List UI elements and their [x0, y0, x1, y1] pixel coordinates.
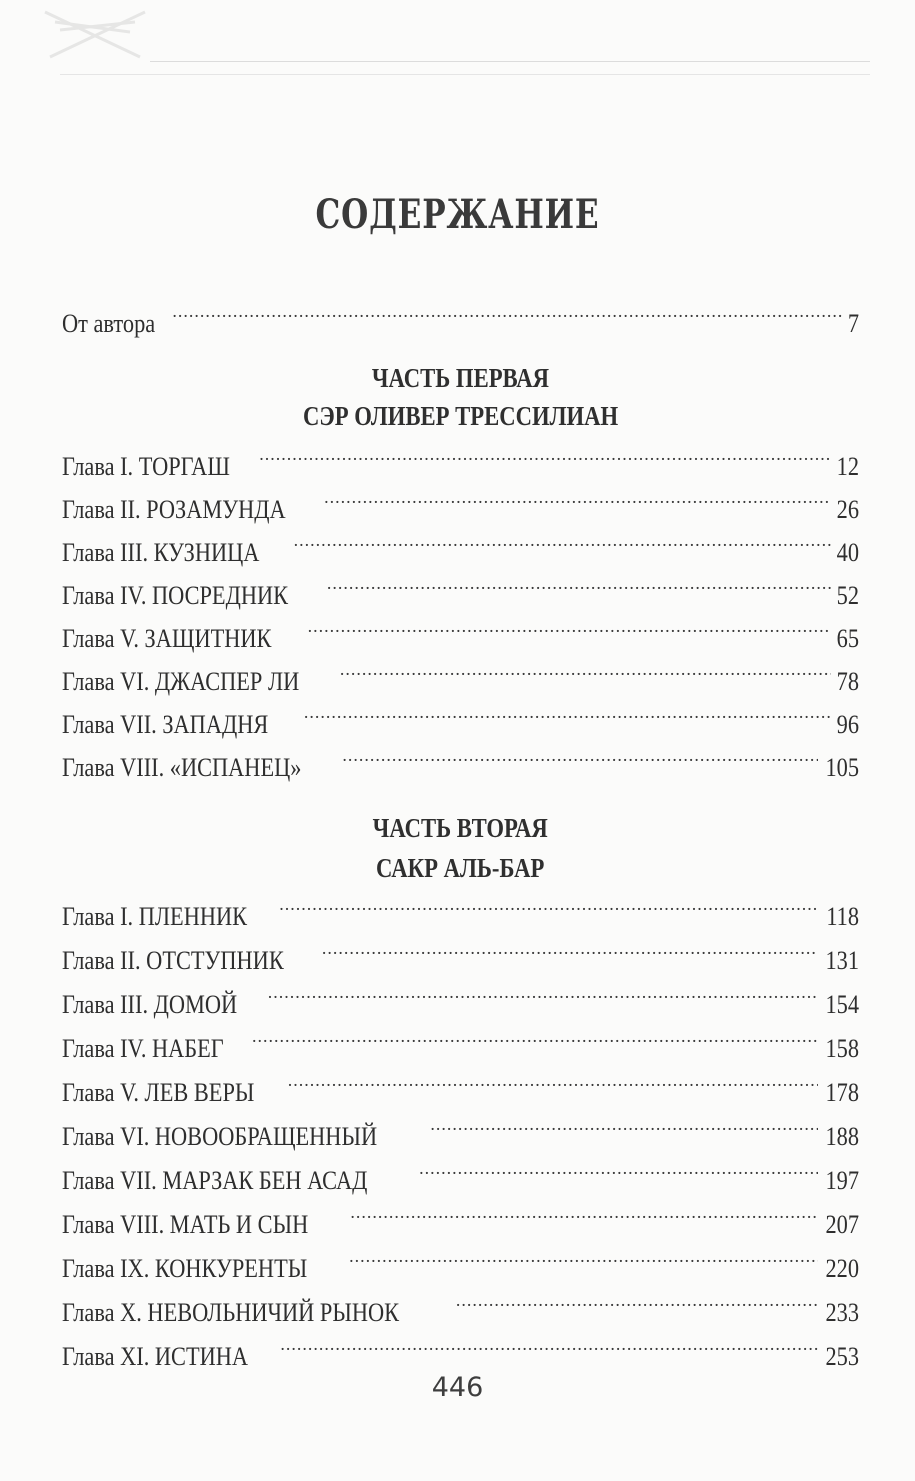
toc-entry-page: 52 — [836, 581, 859, 610]
toc-entry[interactable] — [62, 1203, 859, 1240]
toc-entry[interactable] — [62, 1071, 859, 1108]
toc-entry[interactable] — [62, 488, 859, 525]
toc-entry-page: 7 — [847, 309, 859, 338]
dot-leader — [430, 1115, 818, 1145]
toc-entry[interactable] — [62, 660, 859, 697]
toc-entry-page: 158 — [825, 1034, 859, 1063]
toc-entry[interactable] — [62, 1115, 859, 1152]
dot-leader — [340, 660, 831, 690]
toc-entry[interactable] — [62, 1247, 859, 1284]
toc-entry-label: Глава I. ПЛЕННИК — [62, 902, 248, 931]
toc-entry-label: Глава VI. НОВООБРАЩЕННЫЙ — [62, 1122, 378, 1151]
toc-entry[interactable] — [62, 1159, 859, 1196]
dot-leader — [322, 939, 818, 969]
toc-entry-page: 96 — [836, 710, 859, 739]
toc-entry-preface[interactable] — [62, 302, 859, 339]
toc-entry-page: 40 — [836, 538, 859, 567]
toc-entry-page: 26 — [836, 495, 859, 524]
toc-entry[interactable] — [62, 1027, 859, 1064]
toc-entry-page: 253 — [825, 1342, 859, 1371]
toc-entry-page: 78 — [836, 667, 859, 696]
header-rule-bleedthrough — [60, 74, 870, 75]
toc-entry[interactable] — [62, 445, 859, 482]
toc-entry-page: 233 — [825, 1298, 859, 1327]
part-subtitle: САКР АЛЬ-БАР — [376, 853, 545, 883]
toc-entry[interactable] — [62, 703, 859, 740]
toc-entry-label: Глава II. РОЗАМУНДА — [62, 495, 286, 524]
page-number: 446 — [431, 1372, 484, 1403]
toc-entry-page: 12 — [836, 452, 859, 481]
toc-entry-page: 178 — [825, 1078, 859, 1107]
part-heading: ЧАСТЬ ПЕРВАЯ — [371, 363, 550, 393]
dot-leader — [172, 302, 844, 332]
toc-entry-label: Глава III. КУЗНИЦА — [62, 538, 260, 567]
toc-entry-page: 118 — [826, 902, 859, 931]
toc-entry[interactable] — [62, 1335, 859, 1372]
dot-leader — [252, 1027, 818, 1057]
toc-entry-label: Глава VIII. «ИСПАНЕЦ» — [62, 753, 302, 782]
toc-entry[interactable] — [62, 983, 859, 1020]
dot-leader — [288, 1071, 818, 1101]
toc-entry-page: 207 — [825, 1210, 859, 1239]
dot-leader — [280, 1335, 818, 1365]
toc-entry-label: Глава VII. ЗАПАДНЯ — [62, 710, 269, 739]
dot-leader — [324, 488, 831, 518]
toc-entry-label: От автора — [62, 309, 156, 338]
dot-leader — [259, 445, 831, 475]
toc-entry-label: Глава IX. КОНКУРЕНТЫ — [62, 1254, 308, 1283]
toc-entry-label: Глава XI. ИСТИНА — [62, 1342, 249, 1371]
toc-entry-label: Глава X. НЕВОЛЬНИЧИЙ РЫНОК — [62, 1298, 400, 1327]
dot-leader — [308, 617, 831, 647]
dot-leader — [342, 746, 818, 776]
toc-entry-label: Глава III. ДОМОЙ — [62, 990, 238, 1019]
dot-leader — [268, 983, 818, 1013]
toc-entry[interactable] — [62, 746, 859, 783]
crossed-swords-ornament-icon — [40, 2, 150, 72]
part-subtitle: СЭР ОЛИВЕР ТРЕССИЛИАН — [302, 401, 619, 431]
toc-entry-label: Глава IV. НАБЕГ — [62, 1034, 224, 1063]
toc-entry[interactable] — [62, 1291, 859, 1328]
dot-leader — [304, 703, 831, 733]
toc-entry-page: 197 — [825, 1166, 859, 1195]
toc-entry[interactable] — [62, 895, 859, 932]
dot-leader — [279, 895, 819, 925]
toc-entry-label: Глава V. ЗАЩИТНИК — [62, 624, 272, 653]
toc-entry-page: 220 — [825, 1254, 859, 1283]
toc-entry[interactable] — [62, 617, 859, 654]
dot-leader — [350, 1203, 818, 1233]
toc-entry-label: Глава VII. МАРЗАК БЕН АСАД — [62, 1166, 368, 1195]
dot-leader — [349, 1247, 818, 1277]
toc-entry-label: Глава V. ЛЕВ ВЕРЫ — [62, 1078, 255, 1107]
toc-entry[interactable] — [62, 574, 859, 611]
toc-entry-page: 131 — [825, 946, 859, 975]
toc-entry-page: 154 — [825, 990, 859, 1019]
toc-entry-page: 65 — [836, 624, 859, 653]
dot-leader — [327, 574, 831, 604]
toc-entry-label: Глава IV. ПОСРЕДНИК — [62, 581, 289, 610]
page-title: СОДЕРЖАНИЕ — [315, 190, 600, 238]
toc-entry-label: Глава II. ОТСТУПНИК — [62, 946, 284, 975]
header-rule-bleedthrough — [150, 61, 870, 62]
toc-entry-label: Глава I. ТОРГАШ — [62, 452, 230, 481]
toc-entry-page: 105 — [825, 753, 859, 782]
toc-entry-label: Глава VI. ДЖАСПЕР ЛИ — [62, 667, 300, 696]
toc-entry[interactable] — [62, 531, 859, 568]
part-heading: ЧАСТЬ ВТОРАЯ — [372, 813, 549, 843]
dot-leader — [419, 1159, 818, 1189]
toc-entry-label: Глава VIII. МАТЬ И СЫН — [62, 1210, 309, 1239]
toc-entry[interactable] — [62, 939, 859, 976]
toc-entry-page: 188 — [825, 1122, 859, 1151]
dot-leader — [456, 1291, 818, 1321]
dot-leader — [294, 531, 831, 561]
